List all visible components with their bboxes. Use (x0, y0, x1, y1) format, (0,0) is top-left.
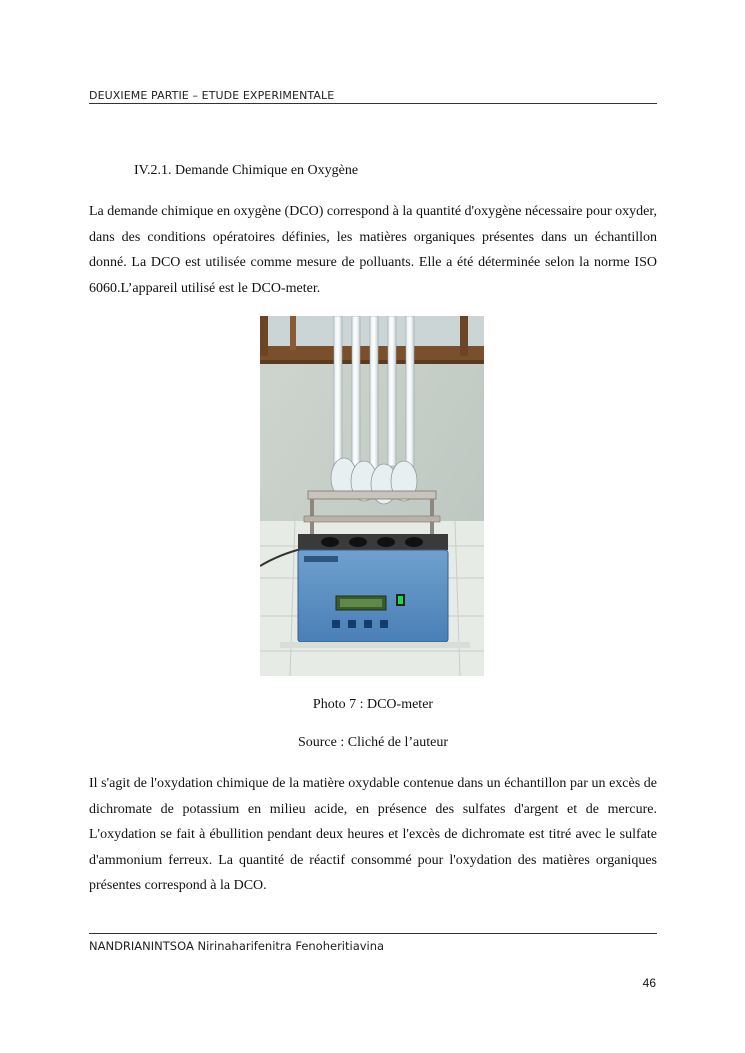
dco-meter-photo (260, 316, 484, 676)
footer-divider (89, 933, 657, 934)
footer-author: NANDRIANINTSOA Nirinaharifenitra Fenoheritiavina (89, 939, 385, 953)
method-paragraph: Il s'agit de l'oxydation chimique de la matière oxydable contenue dans un échantillon par un excès de dichromate de potassium en milieu acide, en présence des sulfates d'argent et de mercure. L'oxydation se fait à ébullition pendant deux heures et l'excès de dichromate est titré avec le sulfate d'ammonium ferreux. La quantité de réactif consommé pour l'oxydation des matières organiques présentes correspond à la DCO. (89, 776, 657, 893)
running-header: DEUXIEME PARTIE – ETUDE EXPERIMENTALE (89, 89, 335, 102)
section-heading: IV.2.1. Demande Chimique en Oxygène (134, 163, 359, 178)
page-number: 46 (642, 976, 656, 990)
header-divider (89, 103, 657, 104)
figure-source: Source : Cliché de l’auteur (297, 735, 449, 750)
figure-caption: Photo 7 : DCO-meter (312, 697, 434, 712)
intro-paragraph: La demande chimique en oxygène (DCO) correspond à la quantité d'oxygène nécessaire pour oxyder, dans des conditions opératoires définies, les matières organiques présentes dans un échantillon donné. La DCO est utilisée comme mesure de polluants. Elle a été déterminée selon la norme ISO 6060.L’appareil utilisé est le DCO-meter. (89, 204, 657, 296)
